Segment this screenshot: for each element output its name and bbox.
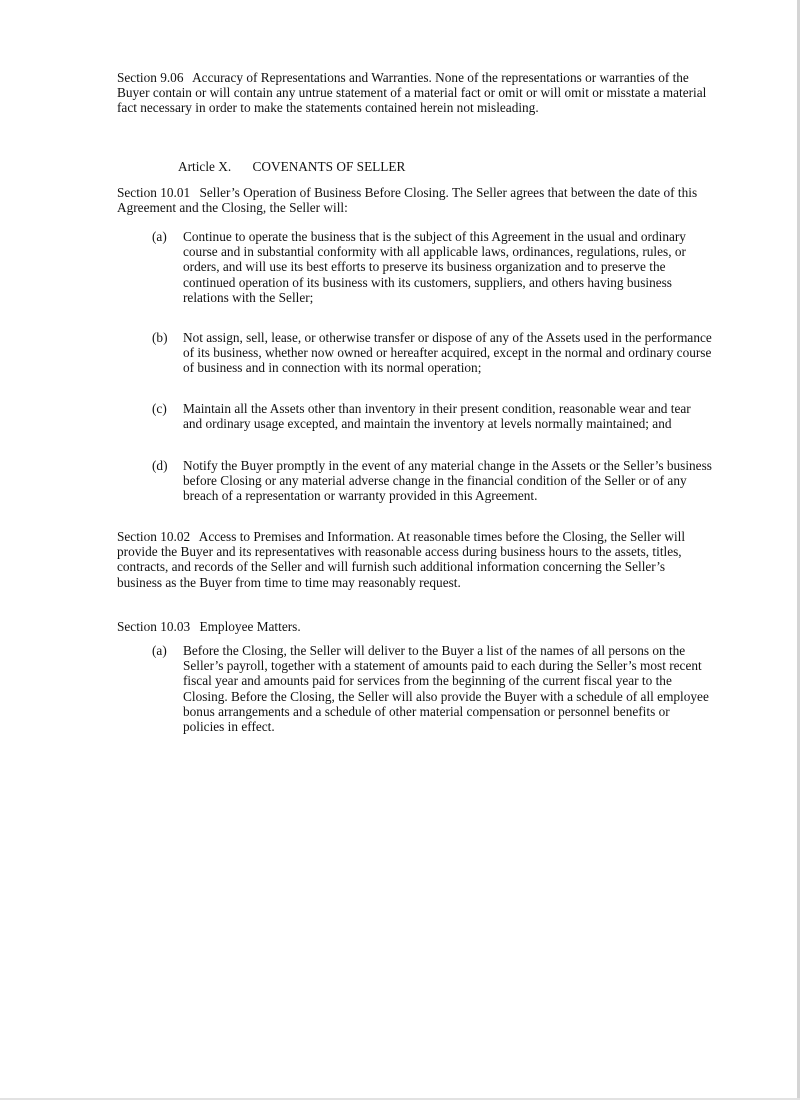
article-heading xyxy=(178,159,578,174)
list-item-text: Not assign, sell, lease, or otherwise transfer or dispose of any of the Assets used in the performance of its business, whether now owned or hereafter acquired, except in the normal and ordinary course of business and in connection with its normal operation; xyxy=(183,330,712,376)
section-text: Seller’s Operation of Business Before Closing. The Seller agrees that between the date of this Agreement and the Closing, the Seller will: xyxy=(117,185,698,216)
list-marker: (a) xyxy=(152,643,167,658)
list-marker: (a) xyxy=(152,229,167,244)
section-number: Section 10.03 xyxy=(117,619,191,634)
list-item xyxy=(152,643,712,734)
section-10-01 xyxy=(117,185,707,215)
list-marker: (c) xyxy=(152,401,167,416)
list-item-text: Continue to operate the business that is the subject of this Agreement in the usual and ordinary course and in substantial conformity with all applicable laws, ordinances, regulations, rules, or orders, and will use its best efforts to preserve its business organization and to preserve the continued operation of its business with its customers, suppliers, and others having business relations with the Seller; xyxy=(183,229,686,305)
section-text: Accuracy of Representations and Warranties. None of the representations or warranties of the Buyer contain or will contain any untrue statement of a material fact or omit or will omit or misstate a material fact necessary in order to make the statements contained herein not misleading. xyxy=(117,70,707,116)
list-item-text: Maintain all the Assets other than inventory in their present condition, reasonable wear and tear and ordinary usage excepted, and maintain the inventory at levels normally maintained; and xyxy=(183,401,691,432)
section-9-06 xyxy=(117,70,707,116)
section-10-02 xyxy=(117,529,707,590)
list-item xyxy=(152,330,712,376)
list-marker: (b) xyxy=(152,330,168,345)
article-title: COVENANTS OF SELLER xyxy=(252,159,406,174)
section-text: Employee Matters. xyxy=(199,619,301,634)
list-item xyxy=(152,229,712,305)
list-marker: (d) xyxy=(152,458,168,473)
list-item xyxy=(152,458,712,504)
list-item-text: Before the Closing, the Seller will deliver to the Buyer a list of the names of all persons on the Seller’s payroll, together with a statement of amounts paid to each during the Seller’s most recent fiscal year and amounts paid for services from the beginning of the current fiscal year to the Closing. Before the Closing, the Seller will also provide the Buyer with a schedule of all employee bonus arrangements and a schedule of other material compensation or personnel benefits or policies in effect. xyxy=(183,643,709,735)
section-number: Section 10.01 xyxy=(117,185,191,200)
section-number: Section 10.02 xyxy=(117,529,191,544)
section-text: Access to Premises and Information. At reasonable times before the Closing, the Seller will provide the Buyer and its representatives with reasonable access during business hours to the assets, titles, contracts, and records of the Seller and will furnish such additional information concerning the Seller’s business as the Buyer from time to time may reasonably request. xyxy=(117,529,686,590)
list-item xyxy=(152,401,712,431)
section-number: Section 9.06 xyxy=(117,70,184,85)
section-10-03 xyxy=(117,619,707,634)
list-item-text: Notify the Buyer promptly in the event of any material change in the Assets or the Seller’s business before Closing or any material adverse change in the financial condition of the Seller or of any breach of a representation or warranty provided in this Agreement. xyxy=(183,458,712,504)
article-label: Article X. xyxy=(178,159,232,174)
